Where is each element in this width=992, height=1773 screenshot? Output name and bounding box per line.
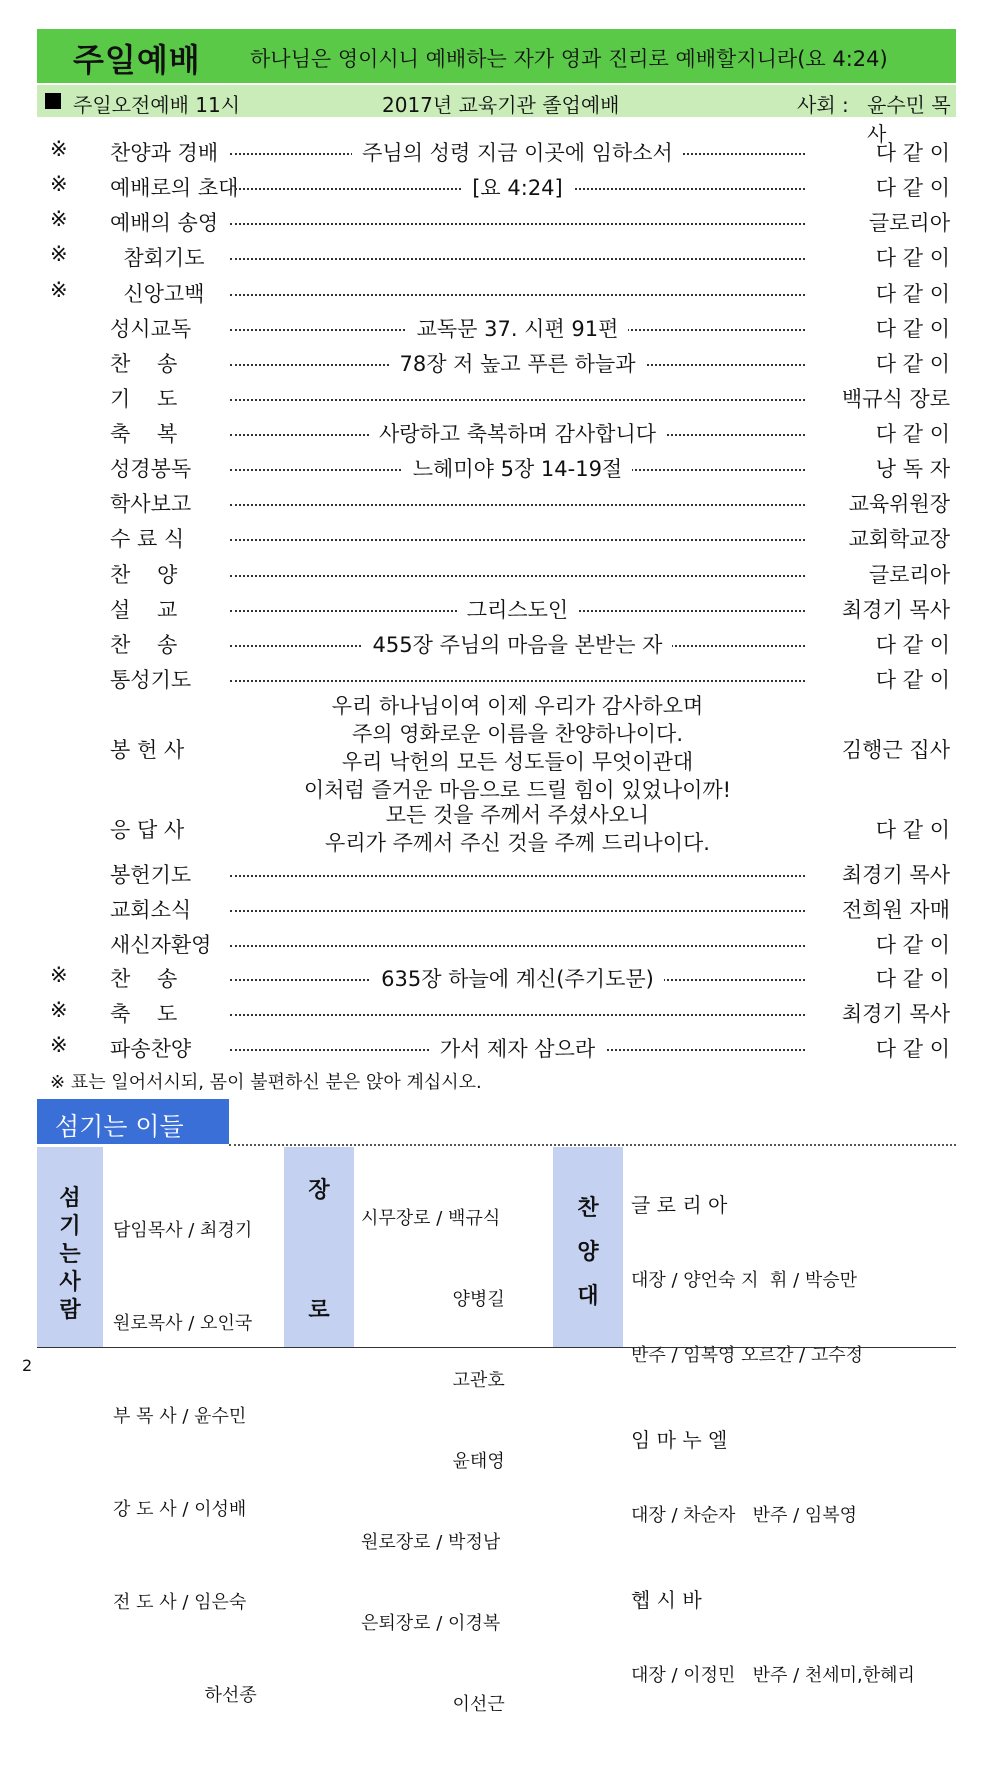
asterisk-mark: ※ <box>50 172 68 197</box>
order-row <box>0 994 992 1029</box>
label-char: 섬 <box>59 1186 81 1211</box>
order-row <box>0 484 992 519</box>
order-item: 봉헌기도 <box>110 863 192 887</box>
order-item: 교회소식 <box>110 897 192 922</box>
staff-list <box>113 1153 257 1773</box>
order-item: 찬 송 <box>110 967 178 992</box>
list-item: 대장 / 이정민 반주 / 천세미,한혜리 <box>631 1665 915 1686</box>
list-item: 고관호 <box>361 1370 505 1391</box>
order-item: 축 복 <box>110 422 178 447</box>
offering-text <box>230 692 805 804</box>
order-who: 최경기 목사 <box>841 1002 950 1027</box>
header-verse: 하나님은 영이시니 예배하는 자가 영과 진리로 예배할지니라(요 4:24) <box>250 47 888 71</box>
order-row <box>0 414 992 449</box>
standing-note: ※ 표는 일어서시되, 몸이 불편하신 분은 앉아 계십시오. <box>50 1072 482 1093</box>
order-item: 찬 송 <box>110 632 178 657</box>
order-who: 다 같 이 <box>875 316 950 341</box>
service-time: 주일오전예배 11시 <box>73 93 241 117</box>
dotted-leader <box>230 945 805 947</box>
order-row <box>0 519 992 554</box>
asterisk-mark: ※ <box>50 998 68 1023</box>
order-item: 수 료 식 <box>110 527 185 552</box>
order-item: 성경봉독 <box>110 457 192 482</box>
order-item: 새신자환영 <box>110 932 212 957</box>
order-row <box>0 133 992 168</box>
order-detail: [요 4:24] <box>462 176 573 200</box>
order-item: 성시교독 <box>110 316 192 341</box>
asterisk-mark: ※ <box>50 137 68 161</box>
list-item: 하선종 <box>113 1685 257 1706</box>
order-row <box>0 625 992 660</box>
dotted-leader <box>230 223 805 225</box>
order-row <box>0 168 992 203</box>
host-label: 사회 : <box>797 93 849 117</box>
order-item: 참회기도 <box>110 246 205 271</box>
order-item: 응 답 사 <box>110 818 185 842</box>
choir-name: 글 로 리 아 <box>631 1193 728 1217</box>
text-line: 이처럼 즐거운 마음으로 드릴 힘이 있었나이까! <box>303 778 732 802</box>
dotted-leader <box>230 399 805 401</box>
order-detail-wrap <box>230 137 805 167</box>
list-item: 반주 / 임복영 오르간 / 고수정 <box>631 1345 864 1366</box>
order-row <box>0 449 992 484</box>
asterisk-mark: ※ <box>50 963 68 988</box>
list-item: 윤태영 <box>361 1451 505 1472</box>
subheader-bar <box>37 85 956 146</box>
list-item: 은퇴장로 / 이경복 <box>361 1613 501 1634</box>
order-item: 파송찬양 <box>110 1037 192 1061</box>
order-row <box>0 555 992 590</box>
order-who: 최경기 목사 <box>841 597 950 622</box>
dotted-leader <box>230 910 805 912</box>
order-who: 다 같 이 <box>875 281 950 306</box>
order-detail: 사랑하고 축복하며 감사합니다 <box>369 422 666 446</box>
order-row <box>0 959 992 994</box>
dotted-leader <box>230 504 805 506</box>
order-who: 글로리아 <box>868 211 950 236</box>
order-who: 다 같 이 <box>875 246 950 271</box>
order-detail-wrap <box>230 1033 805 1063</box>
choir-name: 헵 시 바 <box>631 1588 702 1612</box>
order-who: 다 같 이 <box>875 967 950 992</box>
page-title: 주일예배 <box>73 41 201 79</box>
order-who: 교육위원장 <box>848 492 950 517</box>
servers-label <box>37 1147 103 1347</box>
asterisk-mark: ※ <box>50 207 68 232</box>
order-detail-wrap <box>230 348 805 378</box>
label-char: 장 <box>308 1178 330 1203</box>
dotted-leader <box>230 875 805 877</box>
order-who: 전희원 자매 <box>841 897 950 922</box>
asterisk-mark: ※ <box>50 1033 68 1057</box>
order-row <box>0 925 992 960</box>
asterisk-mark: ※ <box>50 242 68 267</box>
asterisk-mark: ※ <box>50 277 68 302</box>
order-item: 설 교 <box>110 597 178 622</box>
label-char: 로 <box>308 1298 330 1323</box>
label-char: 람 <box>59 1298 81 1323</box>
label-char: 대 <box>577 1284 599 1309</box>
text-line: 우리가 주께서 주신 것을 주께 드리나이다. <box>325 831 710 855</box>
order-row <box>0 1029 992 1064</box>
order-detail-wrap <box>230 594 805 624</box>
order-row <box>0 344 992 379</box>
event-title: 2017년 교육기관 졸업예배 <box>382 93 620 117</box>
order-item: 신앙고백 <box>110 281 205 306</box>
order-item: 통성기도 <box>110 667 192 692</box>
square-bullet-icon <box>45 93 61 109</box>
order-detail: 635장 하늘에 계신(주기도문) <box>371 967 664 991</box>
order-item: 축 도 <box>110 1002 178 1027</box>
label-char: 기 <box>59 1214 81 1239</box>
list-item: 부 목 사 / 윤수민 <box>113 1406 247 1427</box>
choir-label <box>553 1147 623 1347</box>
label-char: 는 <box>59 1242 81 1267</box>
choir-name: 임 마 누 엘 <box>631 1428 728 1452</box>
order-who: 교회학교장 <box>848 527 950 552</box>
elders-list <box>361 1151 505 1772</box>
order-row <box>0 590 992 625</box>
order-detail-wrap <box>230 418 805 448</box>
order-detail-wrap <box>230 963 805 993</box>
order-who: 다 같 이 <box>875 351 950 376</box>
order-detail: 주님의 성령 지금 이곳에 임하소서 <box>352 141 683 165</box>
order-who: 다 같 이 <box>875 818 950 842</box>
order-row <box>0 660 992 695</box>
order-who: 김행근 집사 <box>841 738 950 762</box>
order-detail: 교독문 37. 시편 91편 <box>407 317 629 341</box>
order-who: 최경기 목사 <box>841 863 950 887</box>
list-item: 원로목사 / 오인국 <box>113 1313 253 1334</box>
text-line: 우리 낙헌의 모든 성도들이 무엇이관대 <box>341 750 694 774</box>
list-item: 담임목사 / 최경기 <box>113 1220 253 1241</box>
order-detail-wrap <box>230 629 805 659</box>
order-detail: 느헤미야 5장 14-19절 <box>403 457 632 481</box>
text-line: 모든 것을 주께서 주셨사오니 <box>385 803 650 827</box>
order-who: 다 같 이 <box>875 1037 950 1061</box>
order-item: 찬양과 경배 <box>110 141 219 165</box>
order-item: 학사보고 <box>110 492 192 517</box>
order-who: 백규식 장로 <box>841 386 950 411</box>
dotted-leader <box>230 575 805 577</box>
text-line: 주의 영화로운 이름을 찬양하나이다. <box>352 722 683 746</box>
section-title <box>37 1099 229 1144</box>
dotted-leader <box>230 258 805 260</box>
order-detail-wrap <box>230 172 805 202</box>
order-who: 다 같 이 <box>875 667 950 692</box>
order-who: 낭 독 자 <box>875 457 950 482</box>
order-detail: 그리스도인 <box>457 598 578 622</box>
list-item: 원로장로 / 박정남 <box>361 1532 501 1553</box>
order-row <box>0 890 992 925</box>
order-row <box>0 238 992 273</box>
order-detail: 78장 저 높고 푸른 하늘과 <box>390 352 646 376</box>
order-row <box>0 274 992 309</box>
order-who: 다 같 이 <box>875 176 950 201</box>
list-item: 대장 / 차순자 반주 / 임복영 <box>631 1505 858 1526</box>
label-char: 찬 <box>577 1196 599 1221</box>
order-who: 글로리아 <box>868 562 950 587</box>
order-row <box>0 855 992 890</box>
label-char: 양 <box>577 1240 599 1265</box>
dotted-leader <box>230 539 805 541</box>
order-item: 찬 양 <box>110 562 178 587</box>
order-who: 다 같 이 <box>875 632 950 657</box>
dotted-leader <box>230 1014 805 1016</box>
label-char: 사 <box>59 1270 81 1295</box>
order-item: 예배로의 초대 <box>110 176 239 201</box>
order-detail-wrap <box>230 313 805 343</box>
list-item: 이선근 <box>361 1694 505 1715</box>
dotted-leader <box>230 294 805 296</box>
section-title-text: 섬기는 이들 <box>55 1112 184 1141</box>
order-who: 다 같 이 <box>875 141 950 165</box>
divider <box>37 1347 956 1348</box>
list-item: 대장 / 양언숙 지 휘 / 박승만 <box>631 1270 858 1291</box>
elders-label <box>284 1147 354 1347</box>
order-item: 기 도 <box>110 386 178 411</box>
order-detail: 455장 주님의 마음을 본받는 자 <box>363 633 673 657</box>
order-detail-wrap <box>230 453 805 483</box>
order-row <box>0 203 992 238</box>
text-line: 우리 하나님이여 이제 우리가 감사하오며 <box>331 694 704 718</box>
host-name: 윤수민 목사 <box>867 93 951 146</box>
order-item: 예배의 송영 <box>110 211 219 236</box>
order-row <box>0 379 992 414</box>
response-text <box>230 801 805 857</box>
page-number: 2 <box>22 1356 33 1375</box>
order-who: 다 같 이 <box>875 932 950 957</box>
dotted-leader <box>230 680 805 682</box>
choir-list <box>631 1143 915 1738</box>
list-item: 시무장로 / 백규식 <box>361 1208 501 1229</box>
servers-table <box>37 1147 956 1715</box>
list-item: 전 도 사 / 임은숙 <box>113 1592 247 1613</box>
order-item: 봉 헌 사 <box>110 738 185 762</box>
header-bar <box>37 29 956 83</box>
list-item: 강 도 사 / 이성배 <box>113 1499 247 1520</box>
order-item: 찬 송 <box>110 351 178 376</box>
order-detail: 가서 제자 삼으라 <box>430 1037 605 1061</box>
list-item: 양병길 <box>361 1289 505 1310</box>
order-row <box>0 309 992 344</box>
order-who: 다 같 이 <box>875 422 950 447</box>
